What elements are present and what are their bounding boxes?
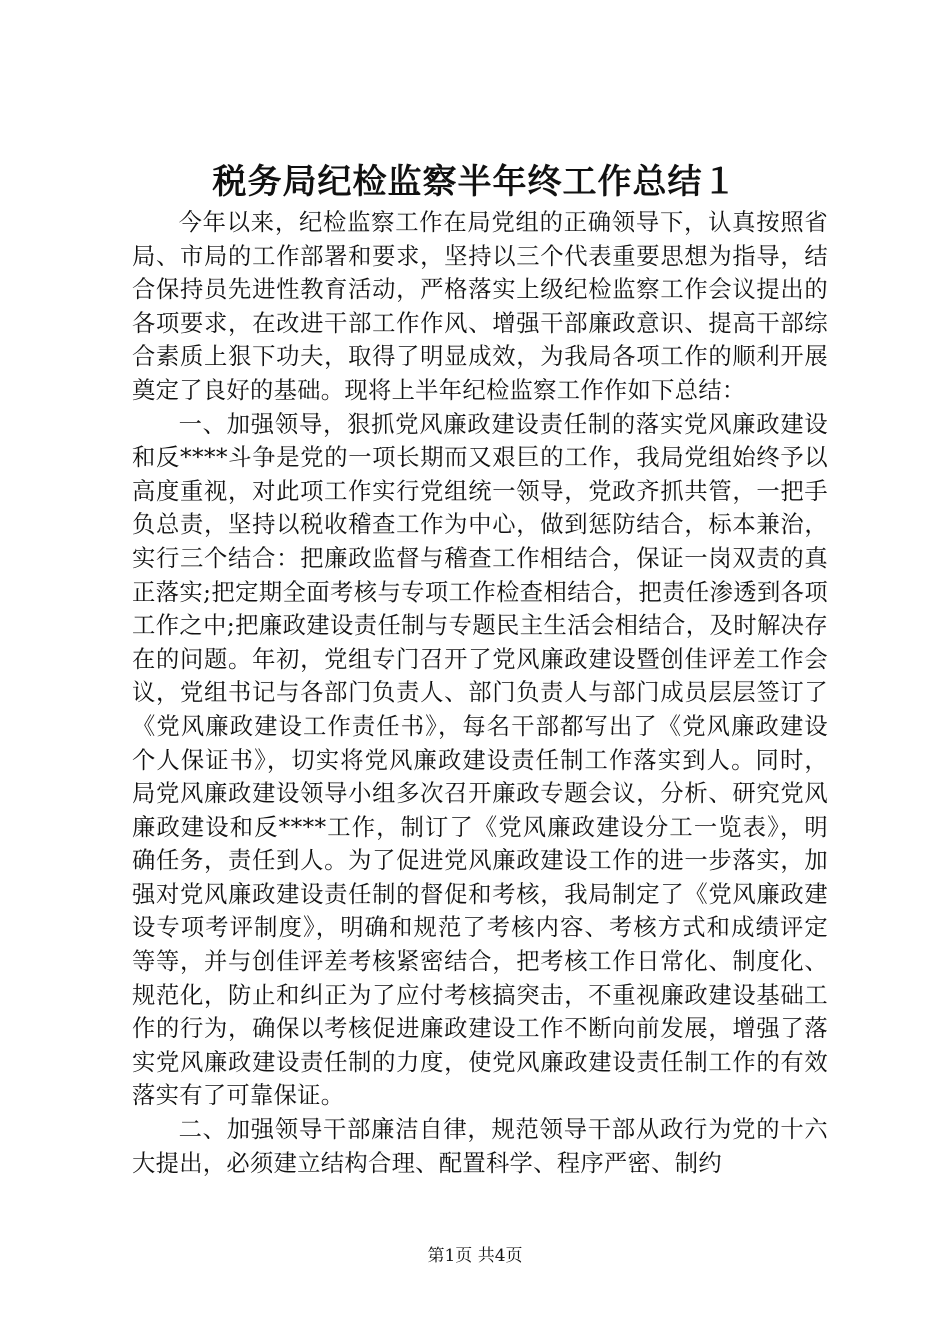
paragraph-intro: 今年以来，纪检监察工作在局党组的正确领导下，认真按照省局、市局的工作部署和要求，坚持以三个代表重要思想为指导，结合保持员先进性教育活动，严格落实上级纪检监察工作会议提出的各项要求，在改进干部工作作风、增强干部廉政意识、提高干部综合素质上狠下功夫，取得了明显成效，为我局各项工作的顺利开展奠定了良好的基础。现将上半年纪检监察工作作如下总结： <box>132 209 828 404</box>
paragraph-section-2: 二、加强领导干部廉洁自律，规范领导干部从政行为党的十六大提出，必须建立结构合理、配置科学、程序严密、制约 <box>132 1116 828 1177</box>
paragraph-section-1: 一、加强领导，狠抓党风廉政建设责任制的落实党风廉政建设和反****斗争是党的一项长期而又艰巨的工作，我局党组始终予以高度重视，对此项工作实行党组统一领导，党政齐抓共管，一把手负总责，坚持以税收稽查工作为中心，做到惩防结合，标本兼治，实行三个结合：把廉政监督与稽查工作相结合，保证一岗双责的真正落实;把定期全面考核与专项工作检查相结合，把责任渗透到各项工作之中;把廉政建设责任制与专题民主生活会相结合，及时解决存在的问题。年初，党组专门召开了党风廉政建设暨创佳评差工作会议，党组书记与各部门负责人、部门负责人与部门成员层层签订了《党风廉政建设工作责任书》，每名干部都写出了《党风廉政建设个人保证书》，切实将党风廉政建设责任制工作落实到人。同时，局党风廉政建设领导小组多次召开廉政专题会议，分析、研究党风廉政建设和反****工作，制订了《党风廉政建设分工一览表》，明确任务，责任到人。为了促进党风廉政建设工作的进一步落实，加强对党风廉政建设责任制的督促和考核，我局制定了《党风廉政建设专项考评制度》，明确和规范了考核内容、考核方式和成绩评定等等，并与创佳评差考核紧密结合，把考核工作日常化、制度化、规范化，防止和纠正为了应付考核搞突击，不重视廉政建设基础工作的行为，确保以考核促进廉政建设工作不断向前发展，增强了落实党风廉政建设责任制的力度，使党风廉政建设责任制工作的有效落实有了可靠保证。 <box>132 410 828 1110</box>
page-footer: 第1页 共4页 <box>427 1246 523 1266</box>
document-body <box>132 206 828 1180</box>
document-title: 税务局纪检监察半年终工作总结１ <box>212 162 738 202</box>
